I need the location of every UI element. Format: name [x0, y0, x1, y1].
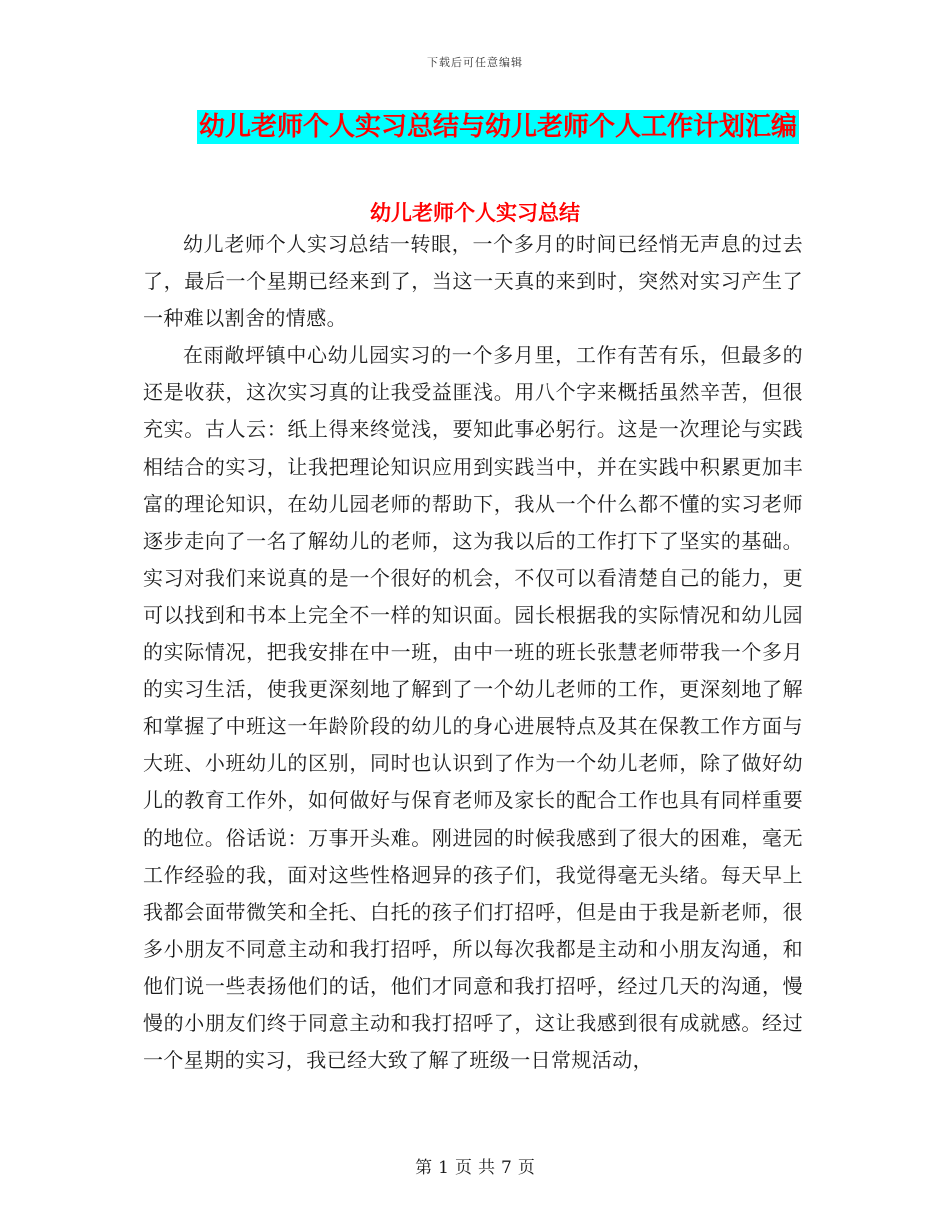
document-title: 幼儿老师个人实习总结与幼儿老师个人工作计划汇编 [198, 112, 797, 142]
paragraph-1: 幼儿老师个人实习总结一转眼，一个多月的时间已经悄无声息的过去了，最后一个星期已经来到了，当这一天真的来到时，突然对实习产生了一种难以割舍的情感。 [143, 232, 803, 331]
main-title-container [0, 110, 950, 144]
footer-prefix: 第 [415, 1158, 433, 1178]
footer-total-label: 共 [478, 1158, 495, 1178]
document-body [143, 226, 803, 1079]
page-footer [0, 1153, 950, 1178]
page-header-note: 下载后可任意编辑 [427, 56, 523, 69]
total-page-number: 7 [501, 1158, 512, 1178]
paragraph-2: 在雨敞坪镇中心幼儿园实习的一个多月里，工作有苦有乐，但最多的还是收获，这次实习真的让我受益匪浅。用八个字来概括虽然辛苦，但很充实。古人云：纸上得来终觉浅，要知此事必躬行。这是一次理论与实践相结合的实习，让我把理论知识应用到实践当中，并在实践中积累更加丰富的理论知识，在幼儿园老师的帮助下，我从一个什么都不懂的实习老师逐步走向了一名了解幼儿的老师，这为我以后的工作打下了坚实的基础。实习对我们来说真的是一个很好的机会，不仅可以看清楚自己的能力，更可以找到和书本上完全不一样的知识面。园长根据我的实际情况和幼儿园的实际情况，把我安排在中一班，由中一班的班长张慧老师带我一个多月的实习生活，使我更深刻地了解到了一个幼儿老师的工作，更深刻地了解和掌握了中班这一年龄阶段的幼儿的身心进展特点及其在保教工作方面与大班、小班幼儿的区别，同时也认识到了作为一个幼儿老师，除了做好幼儿的教育工作外，如何做好与保育老师及家长的配合工作也具有同样重要的地位。俗话说：万事开头难。刚进园的时候我感到了很大的困难，毫无工作经验的我，面对这些性格迥异的孩子们，我觉得毫无头绪。每天早上我都会面带微笑和全托、白托的孩子们打招呼，但是由于我是新老师，很多小朋友不同意主动和我打招呼，所以每次我都是主动和小朋友沟通，和他们说一些表扬他们的话，他们才同意和我打招呼，经过几天的沟通，慢慢的小朋友们终于同意主动和我打招呼了，这让我感到很有成就感。经过一个星期的实习，我已经大致了解了班级一日常规活动， [143, 343, 803, 1073]
footer-page-label: 页 [455, 1158, 472, 1178]
footer-suffix: 页 [517, 1158, 535, 1178]
current-page-number: 1 [438, 1158, 449, 1178]
section-title: 幼儿老师个人实习总结 [370, 200, 580, 225]
